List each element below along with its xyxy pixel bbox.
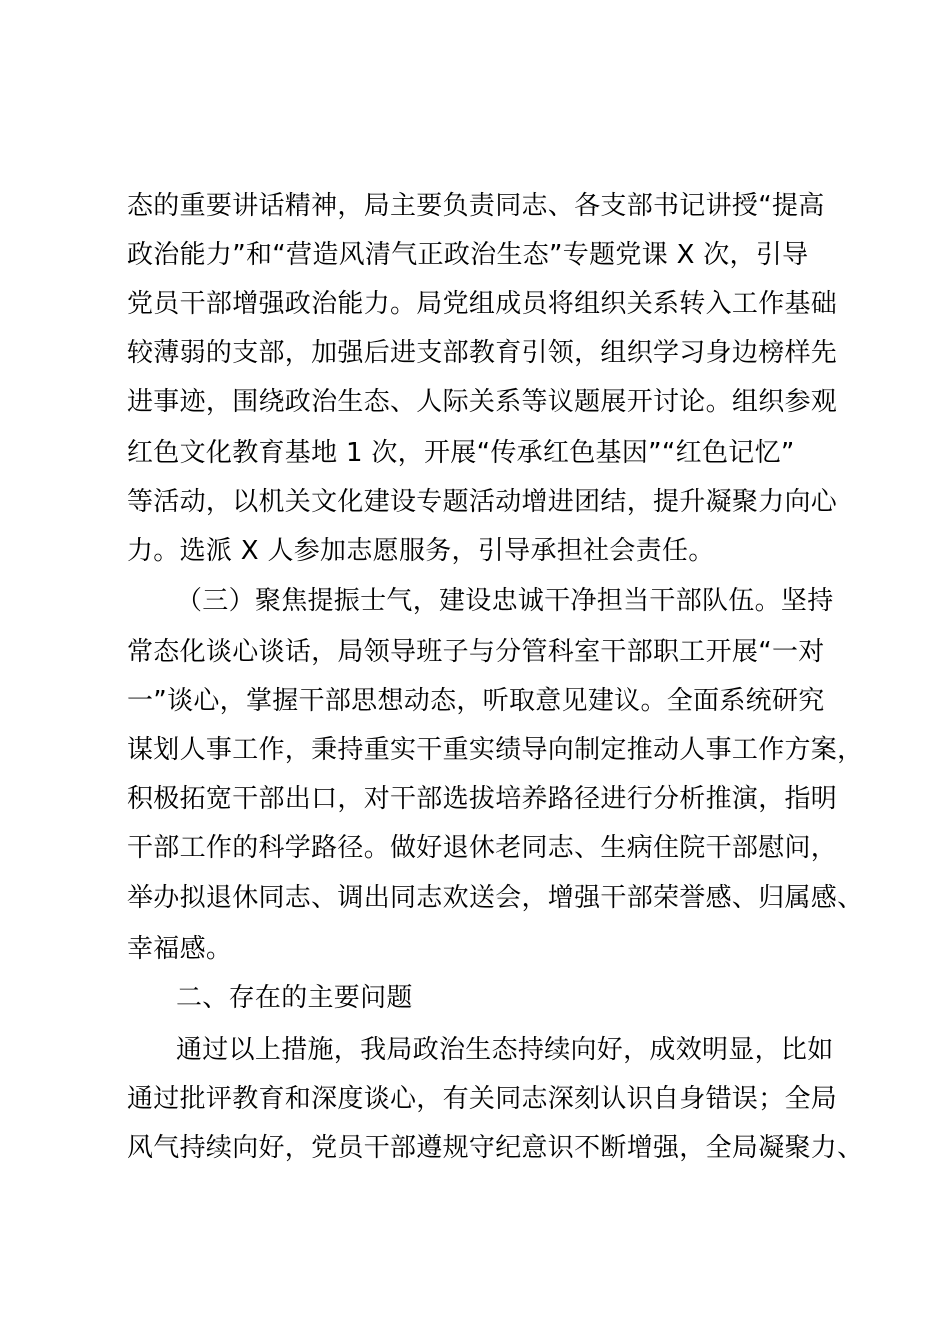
body-line: 风气持续向好，党员干部遵规守纪意识不断增强，全局凝聚力、: [127, 1133, 864, 1163]
body-line: 举办拟退休同志、调出同志欢送会，增强干部荣誉感、归属感、: [127, 883, 864, 913]
body-line: 一”谈心，掌握干部思想动态，听取意见建议。全面系统研究: [127, 686, 825, 716]
body-line: 红色文化教育基地 1 次，开展“传承红色基因”“红色记忆”: [127, 438, 795, 468]
body-line: 幸福感。: [127, 934, 233, 964]
body-line: 常态化谈心谈话，局领导班子与分管科室干部职工开展“一对: [127, 637, 825, 667]
body-line: 通过批评教育和深度谈心，有关同志深刻认识自身错误；全局: [127, 1084, 838, 1114]
body-line: 政治能力”和“营造风清气正政治生态”专题党课 X 次，引导: [127, 240, 809, 270]
section-heading: 二、存在的主要问题: [176, 983, 413, 1013]
body-line: 等活动，以机关文化建设专题活动增进团结，提升凝聚力向心: [127, 487, 838, 517]
body-line: 积极拓宽干部出口，对干部选拔培养路径进行分析推演，指明: [127, 784, 838, 814]
body-line: 谋划人事工作，秉持重实干重实绩导向制定推动人事工作方案，: [127, 735, 864, 765]
body-line: 干部工作的科学路径。做好退休老同志、生病住院干部慰问，: [127, 833, 838, 863]
body-line: 进事迹，围绕政治生态、人际关系等议题展开讨论。组织参观: [127, 387, 838, 417]
body-line: 态的重要讲话精神，局主要负责同志、各支部书记讲授“提高: [127, 191, 825, 221]
paragraph-start: 通过以上措施，我局政治生态持续向好，成效明显，比如: [176, 1035, 834, 1065]
body-line: 力。选派 X 人参加志愿服务，引导承担社会责任。: [127, 536, 715, 566]
section-heading-paragraph: （三）聚焦提振士气，建设忠诚干净担当干部队伍。坚持: [176, 586, 834, 616]
body-line: 党员干部增强政治能力。局党组成员将组织关系转入工作基础: [127, 289, 838, 319]
body-line: 较薄弱的支部，加强后进支部教育引领，组织学习身边榜样先: [127, 338, 838, 368]
